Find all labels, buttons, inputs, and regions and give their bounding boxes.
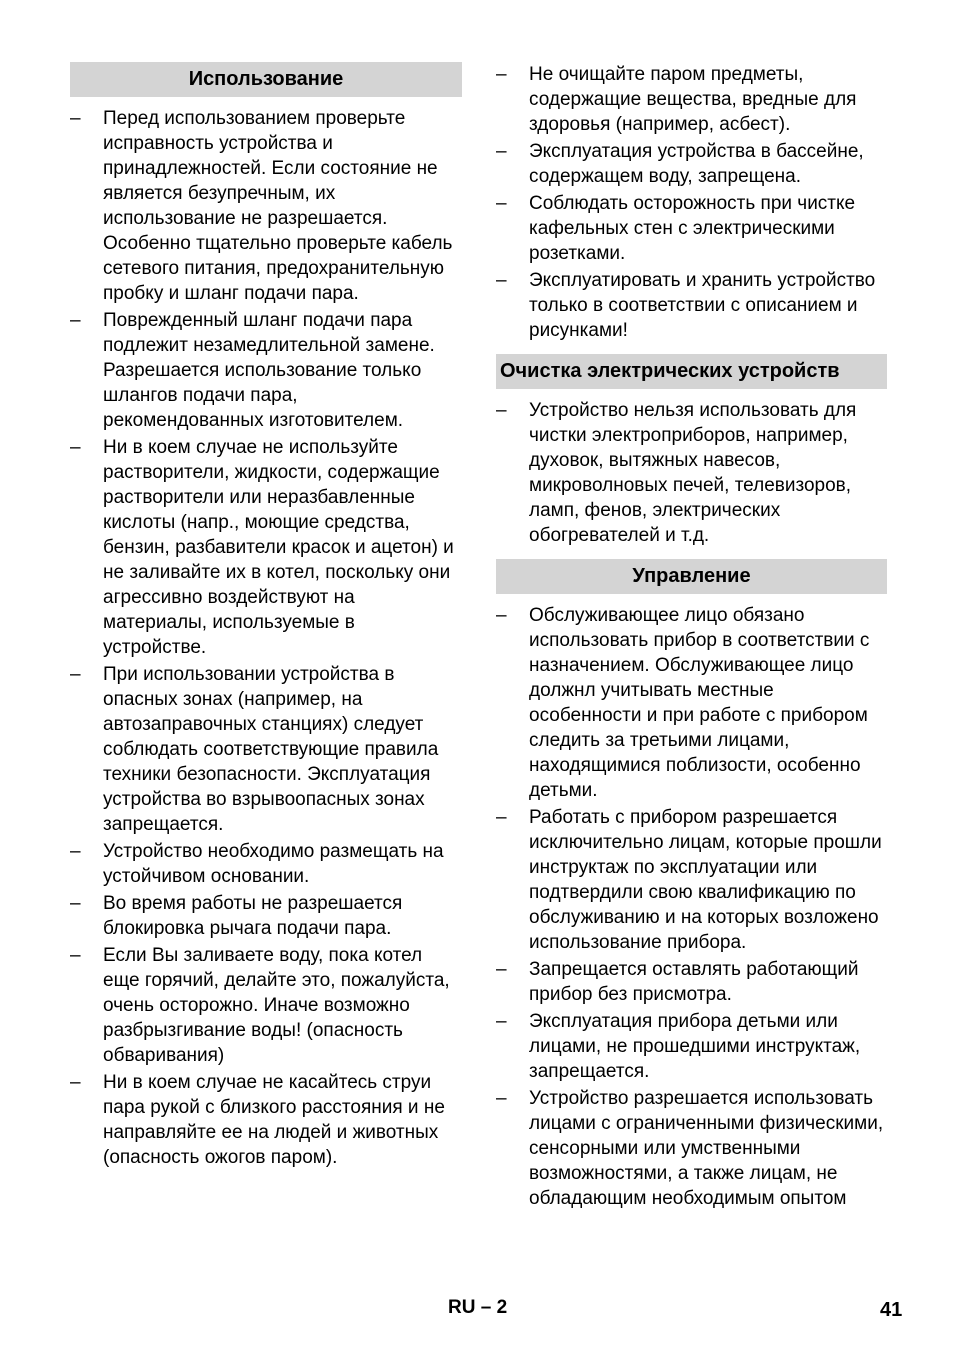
page-number: 41: [880, 1299, 903, 1321]
dash-bullet: –: [70, 893, 81, 914]
list-item-text: Устройство необходимо размещать на устойчивом основании.: [103, 841, 444, 887]
list-item: [496, 139, 887, 189]
list-item-text: При использовании устройства в опасных зонах (например, на автозаправочных станциях) следует соблюдать соответствующие правила техники безопасности. Эксплуатация устройства во взрывоопасных зонах запрещается.: [103, 664, 439, 835]
right-column: [496, 62, 887, 1213]
section-heading-usage: Использование: [70, 62, 462, 97]
list-item: [70, 943, 462, 1068]
list-item-text: Работать с прибором разрешается исключительно лицам, которые прошли инструктаж по эксплуатации или подтвердили свою квалификацию по обслуживанию и на которых возложено использование прибора.: [529, 807, 882, 953]
list-item-text: Поврежденный шланг подачи пара подлежит незамедлительной замене. Разрешается использование только шлангов подачи пара, рекомендованных изготовителем.: [103, 310, 435, 431]
list-item-text: Во время работы не разрешается блокировка рычага подачи пара.: [103, 893, 403, 939]
list-item: [70, 435, 462, 660]
list-item-text: Эксплуатация устройства в бассейне, содержащем воду, запрещена.: [529, 141, 864, 187]
dash-bullet: –: [70, 1072, 81, 1093]
control-list: [496, 603, 887, 1211]
list-item-text: Устройство нельзя использовать для чистки электроприборов, например, духовок, вытяжных навесов, микроволновых печей, телевизоров, ламп, фенов, электрических обогревателей и т.д.: [529, 400, 857, 546]
dash-bullet: –: [496, 400, 507, 421]
list-item: [496, 398, 887, 548]
list-item-text: Запрещается оставлять работающий прибор без присмотра.: [529, 959, 859, 1005]
list-item-text: Если Вы заливаете воду, пока котел еще горячий, делайте это, пожалуйста, очень осторожно. Иначе возможно разбрызгивание воды! (опасность обваривания): [103, 945, 450, 1066]
list-item: [496, 603, 887, 803]
list-item-text: Не очищайте паром предметы, содержащие вещества, вредные для здоровья (например, асбест).: [529, 64, 857, 135]
cleaning-list: [496, 398, 887, 548]
dash-bullet: –: [496, 605, 507, 626]
safety-list-continued: [496, 62, 887, 343]
dash-bullet: –: [70, 841, 81, 862]
section-heading-cleaning: Очистка электрических устройств: [496, 354, 887, 389]
list-item: [70, 1070, 462, 1170]
dash-bullet: –: [70, 108, 81, 129]
list-item: [496, 957, 887, 1007]
left-column: [70, 62, 462, 1172]
dash-bullet: –: [496, 64, 507, 85]
dash-bullet: –: [70, 310, 81, 331]
list-item-text: Перед использованием проверьте исправность устройства и принадлежностей. Если состояние не является безупречным, их использование не разрешается. Особенно тщательно проверьте кабель сетевого питания, предохранительную пробку и шланг подачи пара.: [103, 108, 453, 304]
list-item-text: Эксплуатация прибора детьми или лицами, не прошедшими инструктаж, запрещается.: [529, 1011, 861, 1082]
dash-bullet: –: [70, 437, 81, 458]
usage-list: [70, 106, 462, 1170]
list-item: [70, 308, 462, 433]
dash-bullet: –: [496, 807, 507, 828]
list-item-text: Ни в коем случае не касайтесь струи пара рукой с близкого расстояния и не направляйте ее на людей и животных (опасность ожогов паром).: [103, 1072, 445, 1168]
dash-bullet: –: [496, 1011, 507, 1032]
list-item-text: Эксплуатировать и хранить устройство только в соответствии с описанием и рисунками!: [529, 270, 876, 341]
list-item: [70, 839, 462, 889]
dash-bullet: –: [496, 1088, 507, 1109]
list-item: [496, 1086, 887, 1211]
list-item: [496, 1009, 887, 1084]
list-item: [70, 106, 462, 306]
list-item-text: Ни в коем случае не используйте растворители, жидкости, содержащие растворители или неразбавленные кислоты (напр., моющие средства, бензин, разбавители красок и ацетон) и не заливайте их в котел, поскольку они агрессивно воздействуют на материалы, используемые в устройстве.: [103, 437, 454, 658]
list-item: [70, 662, 462, 837]
dash-bullet: –: [496, 959, 507, 980]
dash-bullet: –: [496, 141, 507, 162]
list-item: [496, 805, 887, 955]
list-item: [496, 268, 887, 343]
dash-bullet: –: [70, 664, 81, 685]
list-item: [496, 191, 887, 266]
dash-bullet: –: [496, 270, 507, 291]
list-item-text: Обслуживающее лицо обязано использовать прибор в соответствии с назначением. Обслуживающее лицо должнл учитывать местные особенности и при работе с прибором следить за третьими лицами, находящимися поблизости, особенно детьми.: [529, 605, 870, 801]
list-item: [70, 891, 462, 941]
list-item-text: Устройство разрешается использовать лицами с ограниченными физическими, сенсорными или умственными возможностями, а также лицам, не обладающим необходимым опытом: [529, 1088, 884, 1209]
dash-bullet: –: [496, 193, 507, 214]
list-item-text: Соблюдать осторожность при чистке кафельных стен с электрическими розетками.: [529, 193, 856, 264]
footer-language-page: RU – 2: [448, 1297, 508, 1318]
dash-bullet: –: [70, 945, 81, 966]
section-heading-control: Управление: [496, 559, 887, 594]
list-item: [496, 62, 887, 137]
